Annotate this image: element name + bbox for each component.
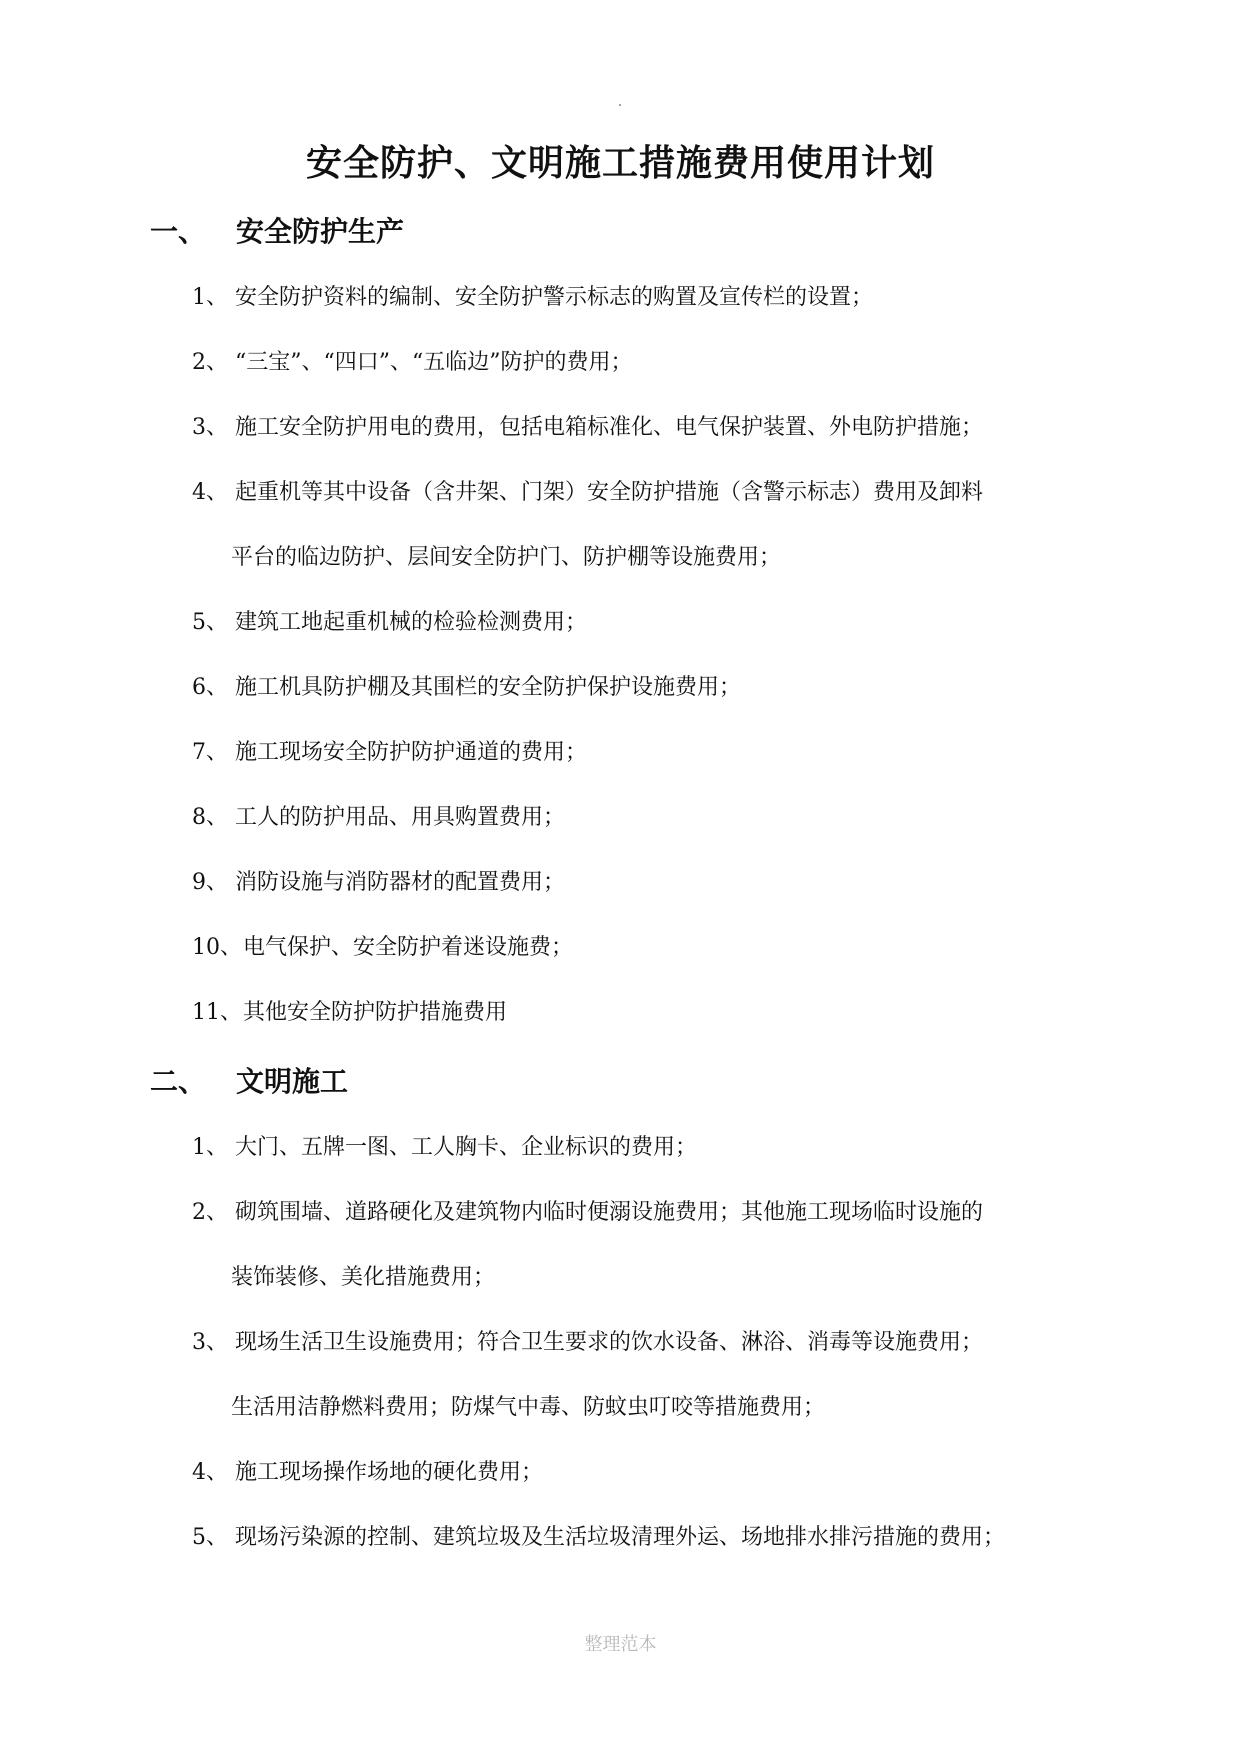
list-item xyxy=(192,1505,1122,1570)
item-text: 大门、五牌一图、工人胸卡、企业标识的费用； xyxy=(235,1135,698,1160)
item-number: 8、 xyxy=(192,805,228,830)
item-number: 6、 xyxy=(192,675,228,700)
item-number: 4、 xyxy=(192,1460,228,1485)
item-text: 现场污染源的控制、建筑垃圾及生活垃圾清理外运、场地排水排污措施的费用； xyxy=(235,1525,1006,1550)
list-item xyxy=(192,980,1122,1045)
item-number: 5、 xyxy=(192,1525,228,1550)
item-text: 安全防护资料的编制、安全防护警示标志的购置及宣传栏的设置； xyxy=(235,285,874,310)
item-number: 11、 xyxy=(192,1000,242,1025)
section-title: 安全防护生产 xyxy=(236,215,405,248)
item-text: 其他安全防护防护措施费用 xyxy=(243,1000,508,1025)
item-text: 施工现场安全防护防护通道的费用； xyxy=(235,740,588,765)
section-heading-civilized-construction xyxy=(150,1062,348,1102)
item-text: 建筑工地起重机械的检验检测费用； xyxy=(235,610,588,635)
item-number: 1、 xyxy=(192,1135,228,1160)
section-heading-safety xyxy=(150,212,404,252)
list-item xyxy=(192,1180,1122,1310)
page-mark-dot xyxy=(619,104,621,106)
page-footer: 整理范本 xyxy=(584,1634,657,1655)
section-title: 文明施工 xyxy=(236,1065,349,1098)
list-item xyxy=(192,330,1122,395)
item-text: “三宝”、“四口”、“五临边”防护的费用； xyxy=(235,350,633,375)
item-number: 1、 xyxy=(192,285,228,310)
document-title: 安全防护、文明施工措施费用使用计划 xyxy=(305,143,935,184)
list-item xyxy=(192,1115,1122,1180)
item-text-continuation: 生活用洁静燃料费用；防煤气中毒、防蚊虫叮咬等措施费用； xyxy=(231,1395,826,1420)
list-item xyxy=(192,395,1122,460)
item-number: 3、 xyxy=(192,415,228,440)
list-item xyxy=(192,850,1122,915)
list-item xyxy=(192,590,1122,655)
list-item xyxy=(192,915,1122,980)
section-number: 二、 xyxy=(150,1065,207,1098)
list-item xyxy=(192,1310,1122,1440)
list-item xyxy=(192,1440,1122,1505)
list-item xyxy=(192,785,1122,850)
item-text: 施工机具防护棚及其围栏的安全防护保护设施费用； xyxy=(235,675,742,700)
list-item xyxy=(192,460,1122,590)
item-text: 现场生活卫生设施费用；符合卫生要求的饮水设备、淋浴、消毒等设施费用； xyxy=(235,1330,984,1355)
list-item xyxy=(192,265,1122,330)
item-text: 施工安全防护用电的费用，包括电箱标准化、电气保护装置、外电防护措施； xyxy=(235,415,984,440)
item-number: 3、 xyxy=(192,1330,228,1355)
item-text: 工人的防护用品、用具购置费用； xyxy=(235,805,566,830)
item-text-continuation: 平台的临边防护、层间安全防护门、防护棚等设施费用； xyxy=(231,545,782,570)
item-number: 4、 xyxy=(192,480,228,505)
list-item xyxy=(192,655,1122,720)
item-text: 砌筑围墙、道路硬化及建筑物内临时便溺设施费用；其他施工现场临时设施的 xyxy=(235,1200,984,1225)
item-number: 2、 xyxy=(192,350,228,375)
item-text: 施工现场操作场地的硬化费用； xyxy=(235,1460,544,1485)
item-number: 10、 xyxy=(192,935,242,960)
item-number: 5、 xyxy=(192,610,228,635)
list-item xyxy=(192,720,1122,785)
item-text-continuation: 装饰装修、美化措施费用； xyxy=(231,1265,496,1290)
item-text: 电气保护、安全防护着迷设施费； xyxy=(243,935,574,960)
item-number: 2、 xyxy=(192,1200,228,1225)
item-text: 消防设施与消防器材的配置费用； xyxy=(235,870,566,895)
item-number: 9、 xyxy=(192,870,228,895)
item-text: 起重机等其中设备（含井架、门架）安全防护措施（含警示标志）费用及卸料 xyxy=(235,480,984,505)
section-number: 一、 xyxy=(150,215,207,248)
item-number: 7、 xyxy=(192,740,228,765)
